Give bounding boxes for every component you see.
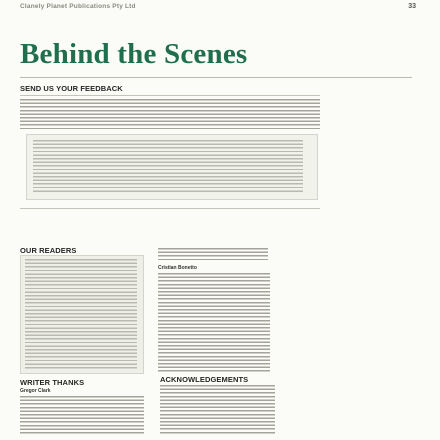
feedback-bottom-rule [20, 208, 320, 209]
publisher-line: Clanely Planet Publications Pty Ltd [20, 3, 136, 10]
writer-thanks-heading: WRITER THANKS [20, 378, 85, 387]
readers-names-list [25, 259, 137, 369]
writer-thanks-text [20, 396, 144, 434]
acknowledgements-text [160, 385, 275, 435]
readers-right-text [158, 273, 270, 373]
writer-name: Gregor Clark [20, 388, 51, 394]
readers-credited-name: Cristian Bonetto [158, 265, 197, 271]
feedback-intro-text [20, 99, 320, 129]
acknowledgements-heading: ACKNOWLEDGEMENTS [160, 375, 249, 384]
readers-box [20, 255, 144, 374]
feedback-rule [20, 95, 320, 96]
readers-heading: OUR READERS [20, 246, 77, 255]
title-divider [20, 77, 412, 78]
page-number: 33 [408, 3, 416, 10]
feedback-contact-box [26, 134, 318, 200]
running-header [0, 0, 440, 16]
feedback-heading: SEND US YOUR FEEDBACK [20, 84, 123, 93]
readers-right-intro [158, 248, 268, 260]
feedback-contact-text [33, 140, 303, 194]
page-title: Behind the Scenes [20, 38, 248, 70]
